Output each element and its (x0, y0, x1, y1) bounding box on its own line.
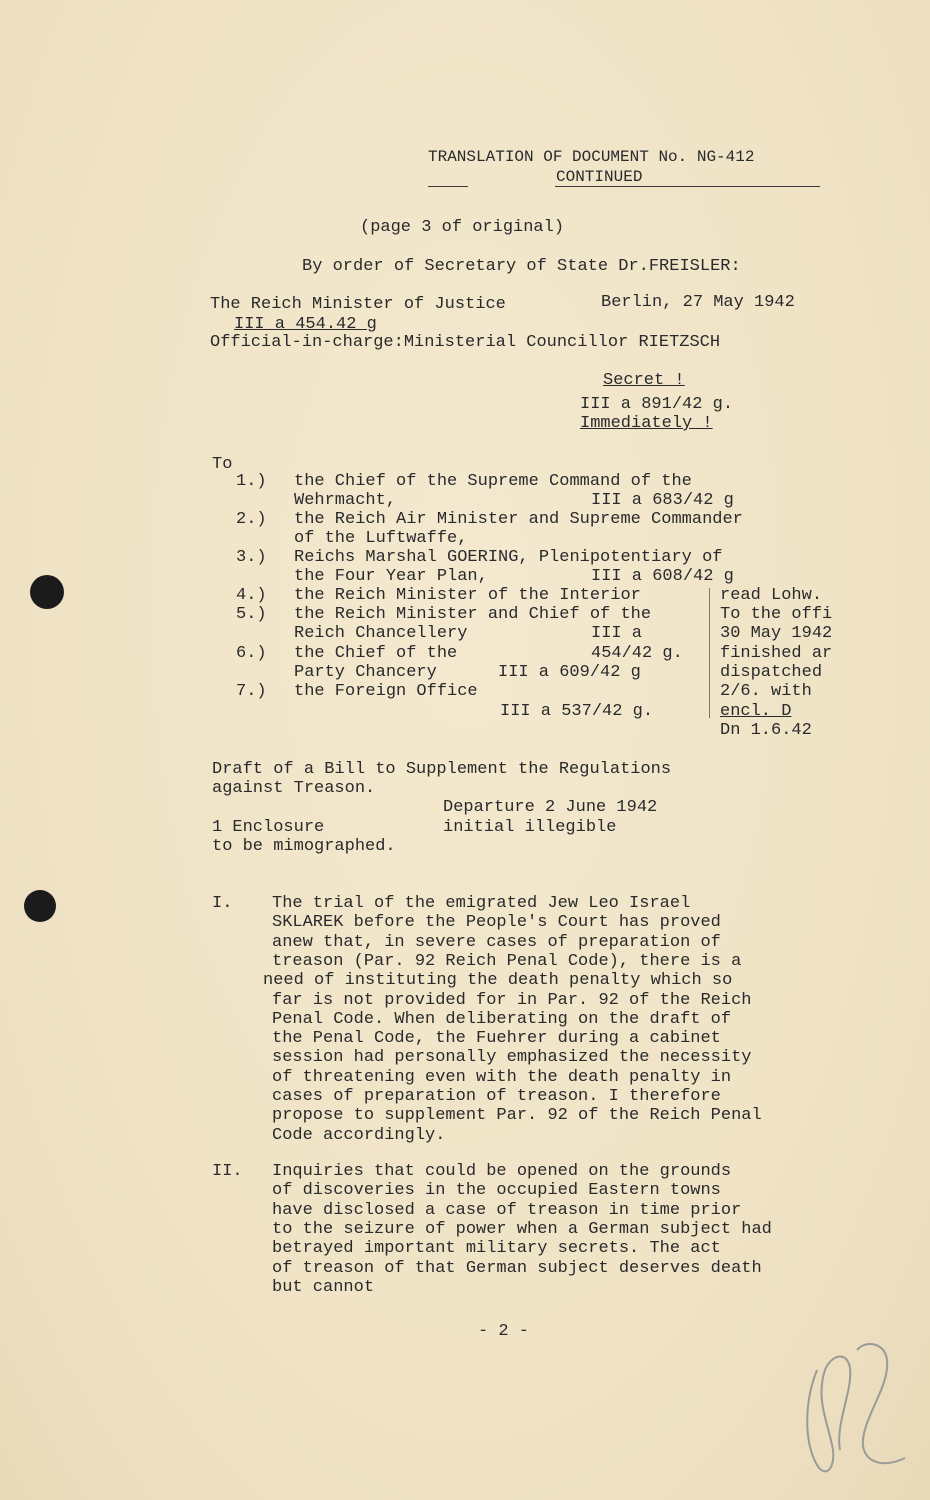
official-in-charge: Official-in-charge:Ministerial Councillor RIETZSCH (210, 333, 721, 352)
section-text-line: SKLAREK before the People's Court has proved (272, 913, 721, 933)
margin-note-line: Dn 1.6.42 (720, 721, 812, 740)
margin-note-rule (709, 588, 710, 718)
recipient-line: of the Luftwaffe, (294, 529, 468, 548)
section-text-line: of threatening even with the death penalty in (272, 1067, 732, 1087)
departure-initial: initial illegible (443, 818, 617, 837)
enclosure-note: to be mimographed. (212, 837, 396, 856)
recipient-ref: 454/42 g. (591, 644, 683, 663)
page-reference: (page 3 of original) (360, 218, 565, 237)
section-text-line: to the seizure of power when a German subject had (272, 1219, 772, 1239)
section-text-line: Penal Code. When deliberating on the draft of (272, 1009, 732, 1029)
to-label: To (212, 455, 233, 474)
recipient-number: 2.) (236, 510, 267, 529)
recipient-line: the Reich Minister of the Interior (294, 586, 641, 605)
header-rule-left (428, 186, 468, 187)
recipient-line: Party Chancery (294, 663, 437, 682)
recipient-number: 6.) (236, 644, 267, 663)
section-text-line: anew that, in severe cases of preparation of (272, 932, 721, 952)
section-text-line: of discoveries in the occupied Eastern towns (272, 1181, 721, 1201)
margin-note-line: 2/6. with (720, 682, 812, 701)
punch-hole-bottom (24, 890, 56, 922)
urgency-note: Immediately ! (580, 414, 713, 433)
recipient-number: 7.) (236, 682, 267, 701)
sender-ministry: The Reich Minister of Justice (210, 295, 506, 314)
section-text-line: Code accordingly. (272, 1125, 446, 1145)
margin-note-line: encl. D (720, 702, 792, 721)
recipient-line: Reichs Marshal GOERING, Plenipotentiary of (294, 548, 723, 567)
recipient-line: Reich Chancellery (294, 624, 468, 643)
recipient-ref: III a (591, 624, 643, 643)
recipient-line: the Reich Minister and Chief of the (294, 605, 652, 624)
translation-header: TRANSLATION OF DOCUMENT No. NG-412 (428, 148, 755, 166)
recipient-line: the Chief of the Supreme Command of the (294, 472, 692, 491)
margin-note-line: dispatched (720, 663, 823, 682)
recipient-line: Wehrmacht, (294, 491, 397, 510)
section-text-line: of treason of that German subject deserves death (272, 1258, 762, 1278)
section-text-line: have disclosed a case of treason in time prior (272, 1200, 742, 1220)
recipient-ref: III a 609/42 g (498, 663, 641, 682)
section-text-line: the Penal Code, the Fuehrer during a cabinet (272, 1029, 721, 1049)
recipient-line: the Reich Air Minister and Supreme Commander (294, 510, 743, 529)
margin-note-line: To the offi (720, 605, 833, 624)
section-number: II. (212, 1162, 243, 1181)
recipient-number: 5.) (236, 605, 267, 624)
section-text-line: The trial of the emigrated Jew Leo Israel (272, 894, 691, 913)
recipient-number: 4.) (236, 586, 267, 605)
section-text-line: betrayed important military secrets. The act (272, 1239, 721, 1259)
handwritten-mark-icon (795, 1330, 915, 1480)
section-text-line: session had personally emphasized the necessity (272, 1048, 752, 1068)
order-line: By order of Secretary of State Dr.FREISLER: (302, 257, 741, 276)
margin-note-line: 30 May 1942 (720, 624, 833, 643)
recipient-ref: III a 683/42 g (591, 491, 734, 510)
departure-line: Departure 2 June 1942 (443, 798, 658, 817)
section-text-line: but cannot (272, 1277, 375, 1297)
secret-stamp: Secret ! (603, 371, 685, 390)
section-text-line: Inquiries that could be opened on the grounds (272, 1162, 732, 1181)
margin-note-line: read Lohw. (720, 586, 823, 605)
draft-title-line: Draft of a Bill to Supplement the Regulations (212, 760, 672, 779)
punch-hole-top (30, 575, 64, 609)
section-text-line: propose to supplement Par. 92 of the Reich Penal (272, 1106, 762, 1126)
section-text-line: treason (Par. 92 Reich Penal Code), there is a (272, 951, 742, 971)
place-date: Berlin, 27 May 1942 (601, 293, 795, 312)
header-rule-right (555, 186, 820, 187)
section-text-line: cases of preparation of treason. I therefore (272, 1087, 721, 1106)
section-text-line: need of instituting the death penalty which so (263, 971, 733, 991)
recipient-number: 1.) (236, 472, 267, 491)
recipient-line: the Chief of the (294, 644, 458, 663)
section-number: I. (212, 894, 233, 913)
recipient-line: the Four Year Plan, (294, 567, 488, 586)
margin-note-line: finished ar (720, 644, 833, 663)
recipient-ref: III a 537/42 g. (500, 702, 654, 721)
classification-ref: III a 891/42 g. (580, 395, 734, 414)
continued-label: CONTINUED (556, 168, 643, 186)
section-text-line: far is not provided for in Par. 92 of the Reich (272, 990, 752, 1010)
page-number: - 2 - (478, 1322, 530, 1341)
recipient-ref: III a 608/42 g (591, 567, 734, 586)
recipient-number: 3.) (236, 548, 267, 567)
draft-title-line: against Treason. (212, 779, 376, 798)
file-number: III a 454.42 g (234, 315, 377, 334)
enclosure-line: 1 Enclosure (212, 818, 325, 837)
recipient-line: the Foreign Office (294, 682, 478, 701)
